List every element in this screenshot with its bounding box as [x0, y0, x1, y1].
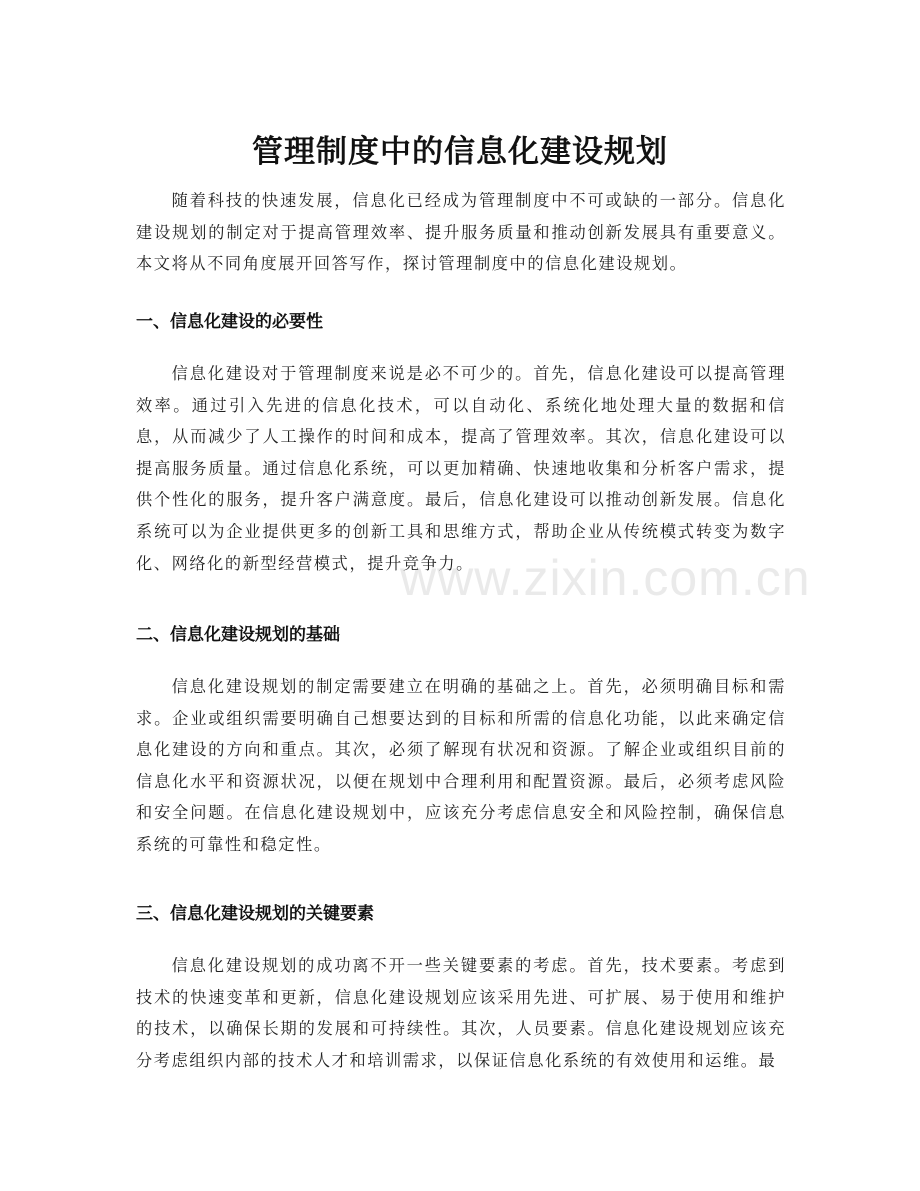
section-body-3: 信息化建设规划的成功离不开一些关键要素的考虑。首先，技术要素。考虑到技术的快速变革和更新，信息化建设规划应该采用先进、可扩展、易于使用和维护的技术，以确保长期的发展和可持续性。其次，人员要素。信息化建设规划应该充分考虑组织内部的技术人才和培训需求，以保证信息化系统的有效使用和运维。最: [136, 956, 786, 1070]
section-body-2: 信息化建设规划的制定需要建立在明确的基础之上。首先，必须明确目标和需求。企业或组织需要明确自己想要达到的目标和所需的信息化功能，以此来确定信息化建设的方向和重点。其次，必须了解现有状况和资源。了解企业或组织目前的信息化水平和资源状况，以便在规划中合理利用和配置资源。最后，必须考虑风险和安全问题。在信息化建设规划中，应该充分考虑信息安全和风险控制，确保信息系统的可靠性和稳定性。: [136, 677, 786, 854]
section-heading-3: 三、信息化建设规划的关键要素: [136, 904, 374, 924]
section-body-1: 信息化建设对于管理制度来说是必不可少的。首先，信息化建设可以提高管理效率。通过引入先进的信息化技术，可以自动化、系统化地处理大量的数据和信息，从而减少了人工操作的时间和成本，提高了管理效率。其次，信息化建设可以提高服务质量。通过信息化系统，可以更加精确、快速地收集和分析客户需求，提供个性化的服务，提升客户满意度。最后，信息化建设可以推动创新发展。信息化系统可以为企业提供更多的创新工具和思维方式，帮助企业从传统模式转变为数字化、网络化的新型经营模式，提升竞争力。: [136, 364, 786, 573]
intro-paragraph: 随着科技的快速发展，信息化已经成为管理制度中不可或缺的一部分。信息化建设规划的制定对于提高管理效率、提升服务质量和推动创新发展具有重要意义。本文将从不同角度展开回答写作，探讨管理制度中的信息化建设规划。: [136, 191, 786, 274]
section-heading-2: 二、信息化建设规划的基础: [136, 625, 340, 645]
document-title: 管理制度中的信息化建设规划: [252, 133, 668, 170]
section-heading-1: 一、信息化建设的必要性: [136, 312, 323, 332]
watermark: www.zixin.com.cn: [400, 550, 811, 606]
